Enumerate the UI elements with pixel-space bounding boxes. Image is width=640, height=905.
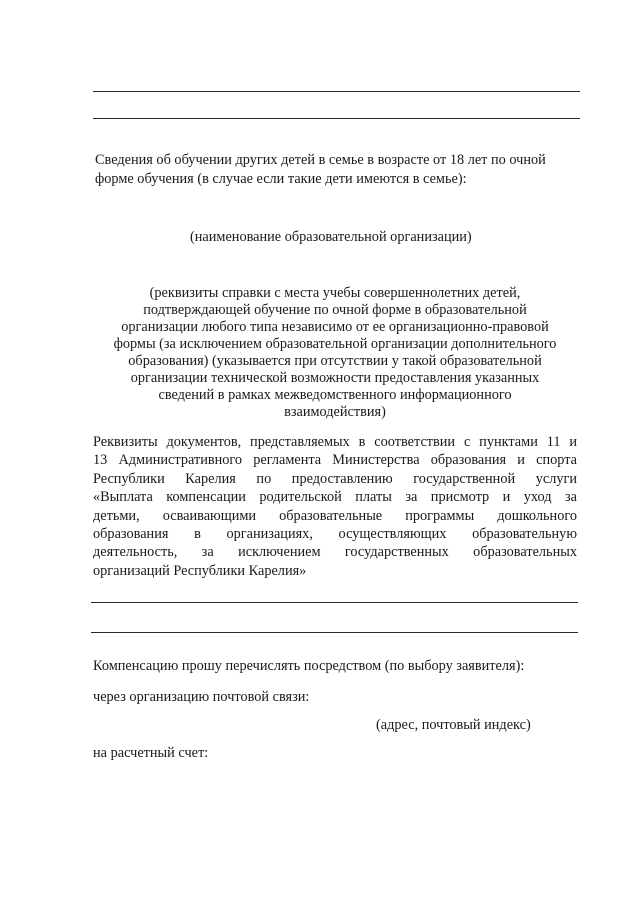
certificate-caption-line: образования) (указывается при отсутствии у такой образовательной — [128, 353, 542, 369]
documents-paragraph — [93, 433, 577, 580]
blank-line-documents-2 — [91, 632, 578, 633]
certificate-caption-line: (реквизиты справки с места учебы совершеннолетних детей, — [149, 285, 521, 301]
documents-paragraph-line: образования в организациях, осуществляющих образовательную — [93, 526, 577, 543]
certificate-caption-line: организации технической возможности предоставления указанных — [130, 370, 540, 386]
blank-line-top-1 — [93, 91, 580, 92]
payment-intro: Компенсацию прошу перечислять посредством (по выбору заявителя): — [93, 658, 525, 674]
postal-label: через организацию почтовой связи: — [93, 689, 310, 705]
certificate-caption-line: организации любого типа независимо от ее организационно-правовой — [121, 319, 549, 335]
certificate-caption-line: формы (за исключением образовательной организации дополнительного — [113, 336, 557, 352]
certificate-caption-line: сведений в рамках межведомственного информационного — [158, 387, 512, 403]
certificate-caption-line: подтверждающей обучение по очной форме в образовательной — [143, 302, 527, 318]
certificate-caption — [93, 285, 577, 421]
documents-paragraph-line: детьми, осваивающими образовательные программы дошкольного — [93, 507, 577, 524]
blank-line-documents-1 — [91, 602, 578, 603]
documents-paragraph-line: Республики Карелия по предоставлению государственной услуги — [93, 470, 577, 487]
documents-paragraph-line: Реквизиты документов, представляемых в соответствии с пунктами 11 и — [93, 434, 577, 450]
org-name-caption: (наименование образовательной организации) — [190, 229, 472, 245]
documents-paragraph-line: организаций Республики Карелия» — [93, 562, 307, 579]
education-info-label-line2: форме обучения (в случае если такие дети имеются в семье): — [95, 171, 467, 187]
education-info-label-line1: Сведения об обучении других детей в семье в возрасте от 18 лет по очной — [95, 152, 546, 168]
documents-paragraph-line: 13 Административного регламента Министерства образования и спорта — [93, 452, 577, 469]
documents-paragraph-line: деятельность, за исключением государственных образовательных — [93, 544, 577, 561]
certificate-caption-line: взаимодействия) — [284, 404, 386, 420]
blank-line-top-2 — [93, 118, 580, 119]
postal-caption: (адрес, почтовый индекс) — [376, 717, 531, 733]
bank-account-label: на расчетный счет: — [93, 745, 209, 761]
documents-paragraph-line: «Выплата компенсации родительской платы за присмотр и уход за — [93, 489, 577, 506]
